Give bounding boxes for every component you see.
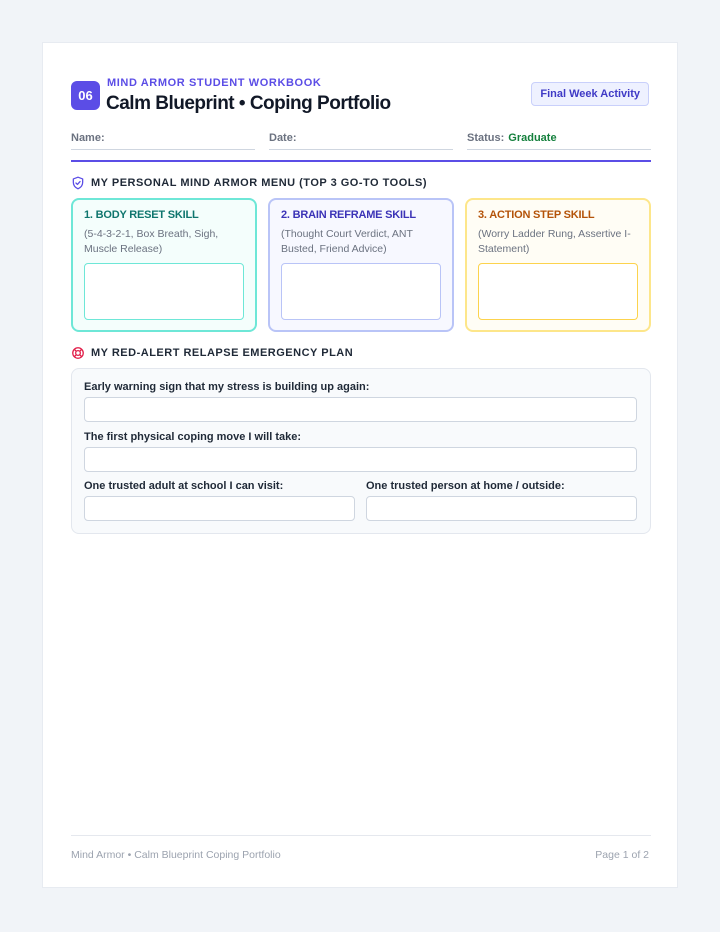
shield-check-icon (71, 176, 85, 190)
school-adult-input[interactable] (84, 496, 355, 521)
warning-sign-input[interactable] (84, 397, 637, 422)
emergency-plan-panel (71, 368, 651, 534)
coping-move-label: The first physical coping move I will take: (84, 431, 301, 443)
date-label: Date: (269, 132, 297, 144)
skills-grid (71, 198, 651, 332)
menu-section-title: MY PERSONAL MIND ARMOR MENU (TOP 3 GO-TO TOOLS) (91, 177, 428, 189)
header-divider (71, 160, 651, 162)
plan-section-title: MY RED-ALERT RELAPSE EMERGENCY PLAN (91, 347, 354, 359)
plan-section-heading (71, 346, 353, 360)
name-field[interactable] (71, 131, 255, 150)
skill-title: 2. BRAIN REFRAME SKILL (281, 209, 416, 221)
skill-description: (Thought Court Verdict, ANT Busted, Friend Advice) (281, 228, 413, 255)
workbook-eyebrow: MIND ARMOR STUDENT WORKBOOK (107, 77, 322, 89)
skill-title: 3. ACTION STEP SKILL (478, 209, 595, 221)
footer-divider (71, 835, 651, 836)
skill-answer-box[interactable] (281, 263, 441, 320)
status-value: Graduate (508, 132, 557, 144)
menu-section-heading (71, 176, 427, 190)
home-person-input[interactable] (366, 496, 637, 521)
home-person-label: One trusted person at home / outside: (366, 480, 565, 492)
lifebuoy-icon (71, 346, 85, 360)
lesson-number-badge: 06 (71, 81, 100, 110)
school-adult-label: One trusted adult at school I can visit: (84, 480, 284, 492)
footer-title: Mind Armor • Calm Blueprint Coping Portfolio (71, 849, 281, 861)
page-number: Page 1 of 2 (595, 849, 649, 861)
skill-title: 1. BODY RESET SKILL (84, 209, 199, 221)
name-label: Name: (71, 132, 105, 144)
status-label: Status: (467, 132, 505, 144)
skill-description: (5-4-3-2-1, Box Breath, Sigh, Muscle Release) (84, 228, 219, 255)
meta-row (71, 131, 651, 151)
skill-card-brain-reframe (268, 198, 454, 332)
status-field (467, 131, 651, 150)
skill-card-body-reset (71, 198, 257, 332)
skill-description: (Worry Ladder Rung, Assertive I-Statement) (478, 228, 631, 255)
activity-tag: Final Week Activity (531, 82, 649, 106)
page-title: Calm Blueprint • Coping Portfolio (106, 93, 391, 114)
skill-answer-box[interactable] (84, 263, 244, 320)
coping-move-input[interactable] (84, 447, 637, 472)
skill-card-action-step (465, 198, 651, 332)
date-field[interactable] (269, 131, 453, 150)
worksheet-page (42, 42, 678, 888)
warning-sign-label: Early warning sign that my stress is building up again: (84, 381, 370, 393)
skill-answer-box[interactable] (478, 263, 638, 320)
